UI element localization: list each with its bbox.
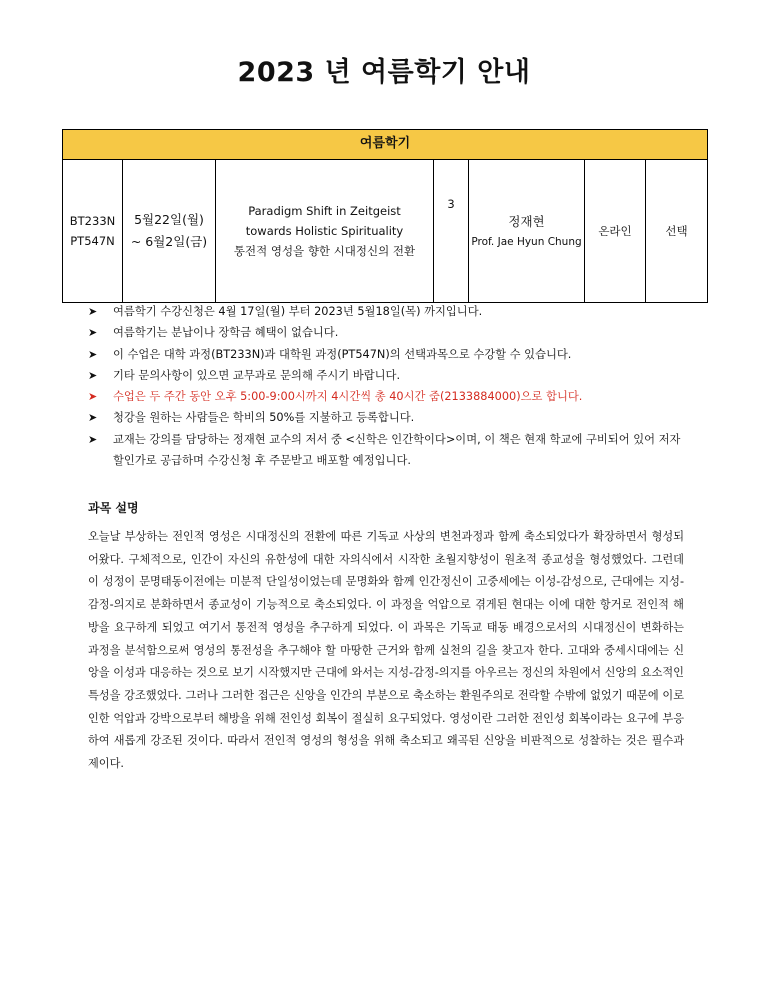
end-date: ~ 6월2일(금): [130, 234, 208, 249]
page-title: 2023 년 여름학기 안내: [237, 57, 531, 88]
course-title-line: towards Holistic Spirituality: [245, 223, 404, 238]
notes-list: [88, 301, 688, 471]
arrow-bullet-icon: ➤: [88, 411, 98, 425]
arrow-bullet-icon: ➤: [88, 326, 98, 340]
instructor-cell: [469, 160, 585, 303]
arrow-bullet-icon: ➤: [88, 390, 98, 404]
arrow-bullet-icon: ➤: [88, 305, 98, 318]
section-title: 과목 설명: [88, 501, 139, 515]
dates-cell: [123, 160, 216, 303]
table-header: 여름학기: [63, 130, 708, 160]
list-item: [88, 344, 688, 365]
course-code: BT233N: [69, 213, 116, 228]
start-date: 5월22일(월): [134, 212, 204, 228]
list-item: [88, 322, 688, 343]
note-text: 여름학기는 분납이나 장학금 혜택이 없습니다.: [113, 326, 339, 340]
arrow-bullet-icon: ➤: [88, 368, 98, 382]
course-description: 오늘날 부상하는 전인적 영성은 시대정신의 전환에 따른 기독교 사상의 변천과정과 함께 축소되었다가 확장하면서 형성되어왔다. 구체적으로, 인간이 자신의 유한성에 대한 자의식에서 시작한 초월지향성이 원초적 종교성을 형성했었다. 그런데 이 성정이 문명태동이전에는 미분적 단일성이었는데 문명화와 함께 인간정신이 고중세에는 이성-감성으로, 근대에는 지성-감정-의지로 분화하면서 종교성이 기능적으로 축소되었다. 이 과정을 억압으로 겪게된 현대는 이에 대한 항거로 전인적 해방을 요구하게 되었고 여기서 통전적 영성을 추구하게 되었다. 이 과목은 기독교 태동 배경으로서의 시대정신이 변화하는 과정을 분석함으로써 영성의 통전성을 추구해야 할 마땅한 근거와 함께 실천의 길을 찾고자 한다. 고대와 중세시대에는 신앙을 이성과 대응하는 것으로 보기 시작했지만 근대에 와서는 지성-감정-의지를 아우르는 정신의 차원에서 신앙의 요소적인 특성을 강조했었다. 그러나 그러한 접근은 신앙을 인간의 부분으로 축소하는 환원주의로 전락할 수밖에 없었기 때문에 이로 인한 억압과 강박으로부터 해방을 위해 전인성 회복이 절실히 요구되었다. 영성이란 그러한 전인성 회복이라는 요구에 부응하여 새롭게 강조된 것이다. 따라서 전인적 영성의 형성을 위해 축소되고 왜곡된 신앙을 비판적으로 성찰하는 것은 필수과제이다.: [88, 530, 684, 771]
course-title-line: 통전적 영성을 향한 시대정신의 전환: [233, 244, 416, 259]
note-text: 교재는 강의를 담당하는 정재현 교수의 저서 중 <신학은 인간학이다>이며, 이 책은 현재 학교에 구비되어 있어 저자할인가로 공급하며 수강신청 후 주문받고 배포할 예정입니다.: [113, 432, 681, 468]
arrow-bullet-icon: ➤: [88, 432, 98, 446]
course-title-cell: [216, 160, 434, 303]
list-item: [88, 386, 688, 407]
course-title-line: Paradigm Shift in Zeitgeist: [248, 203, 401, 218]
list-item: [88, 429, 688, 472]
mode-cell: 온라인: [585, 160, 646, 303]
list-item: [88, 365, 688, 386]
course-codes-cell: [63, 160, 123, 303]
instructor-name-en: Prof. Jae Hyun Chung: [471, 235, 582, 248]
credits-cell: 3: [434, 160, 469, 303]
course-table: [62, 129, 708, 303]
note-text: 여름학기 수강신청은 4월 17일(월) 부터 2023년 5월18일(목) 까지입니다.: [113, 305, 483, 318]
note-text: 기타 문의사항이 있으면 교무과로 문의해 주시기 바랍니다.: [113, 368, 401, 382]
note-text: 이 수업은 대학 과정(BT233N)과 대학원 과정(PT547N)의 선택과목으로 수강할 수 있습니다.: [113, 347, 572, 361]
type-cell: 선택: [646, 160, 708, 303]
course-code: PT547N: [70, 234, 115, 248]
arrow-bullet-icon: ➤: [88, 347, 98, 361]
list-item: [88, 407, 688, 428]
note-text: 수업은 두 주간 동안 오후 5:00-9:00시까지 4시간씩 총 40시간 줌(2133884000)으로 합니다.: [113, 390, 583, 404]
instructor-name: 정재현: [508, 213, 545, 229]
note-text: 청강을 원하는 사람들은 학비의 50%를 지불하고 등록합니다.: [113, 411, 415, 425]
list-item: [88, 301, 688, 322]
